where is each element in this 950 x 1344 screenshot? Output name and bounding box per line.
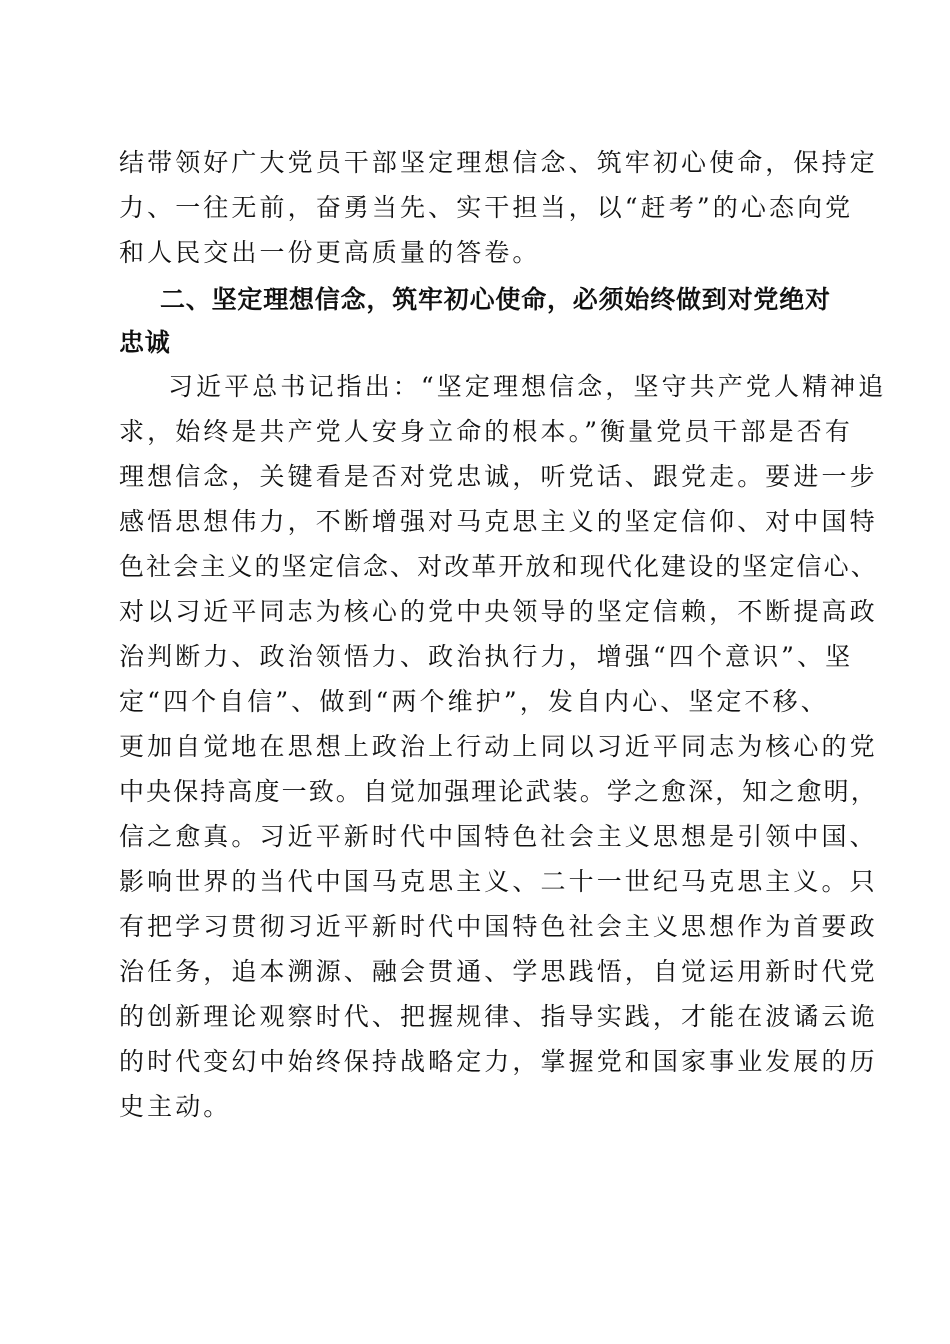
- continuation-line-1: 结带领好广大党员干部坚定理想信念、筑牢初心使命，保持定: [119, 148, 878, 177]
- body-line-14: 治任务，追本溯源、融会贯通、学思践悟，自觉运用新时代党: [119, 957, 878, 986]
- body-line-3: 理想信念，关键看是否对党忠诚，听党话、跟党走。要进一步: [119, 462, 878, 491]
- body-line-13: 有把学习贯彻习近平新时代中国特色社会主义思想作为首要政: [119, 912, 878, 941]
- body-line-8: 定“四个自信”、做到“两个维护”，发自内心、坚定不移、: [119, 687, 829, 716]
- body-line-17: 史主动。: [119, 1092, 232, 1121]
- body-line-10: 中央保持高度一致。自觉加强理论武装。学之愈深，知之愈明，: [119, 777, 878, 806]
- body-line-7: 治判断力、政治领悟力、政治执行力，增强“四个意识”、坚: [119, 642, 854, 671]
- body-line-9: 更加自觉地在思想上政治上行动上同以习近平同志为核心的党: [119, 732, 878, 761]
- body-line-11: 信之愈真。习近平新时代中国特色社会主义思想是引领中国、: [119, 822, 878, 851]
- body-line-16: 的时代变幻中始终保持战略定力，掌握党和国家事业发展的历: [119, 1047, 878, 1076]
- body-line-15: 的创新理论观察时代、把握规律、指导实践，才能在波谲云诡: [119, 1002, 878, 1031]
- body-line-12: 影响世界的当代中国马克思主义、二十一世纪马克思主义。只: [119, 867, 878, 896]
- body-line-2: 求，始终是共产党人安身立命的根本。”衡量党员干部是否有: [119, 417, 853, 446]
- body-line-6: 对以习近平同志为核心的党中央领导的坚定信赖，不断提高政: [119, 597, 878, 626]
- continuation-line-2: 力、一往无前，奋勇当先、实干担当，以“赶考”的心态向党: [119, 193, 854, 222]
- body-line-5: 色社会主义的坚定信念、对改革开放和现代化建设的坚定信心、: [119, 552, 878, 581]
- body-line-4: 感悟思想伟力，不断增强对马克思主义的坚定信仰、对中国特: [119, 507, 878, 536]
- continuation-line-3: 和人民交出一份更高质量的答卷。: [119, 238, 541, 267]
- body-line-1: 习近平总书记指出：“坚定理想信念，坚守共产党人精神追: [168, 372, 887, 401]
- section-heading-line-1: 二、坚定理想信念，筑牢初心使命，必须始终做到对党绝对: [160, 285, 831, 314]
- section-heading-line-2: 忠诚: [119, 328, 171, 357]
